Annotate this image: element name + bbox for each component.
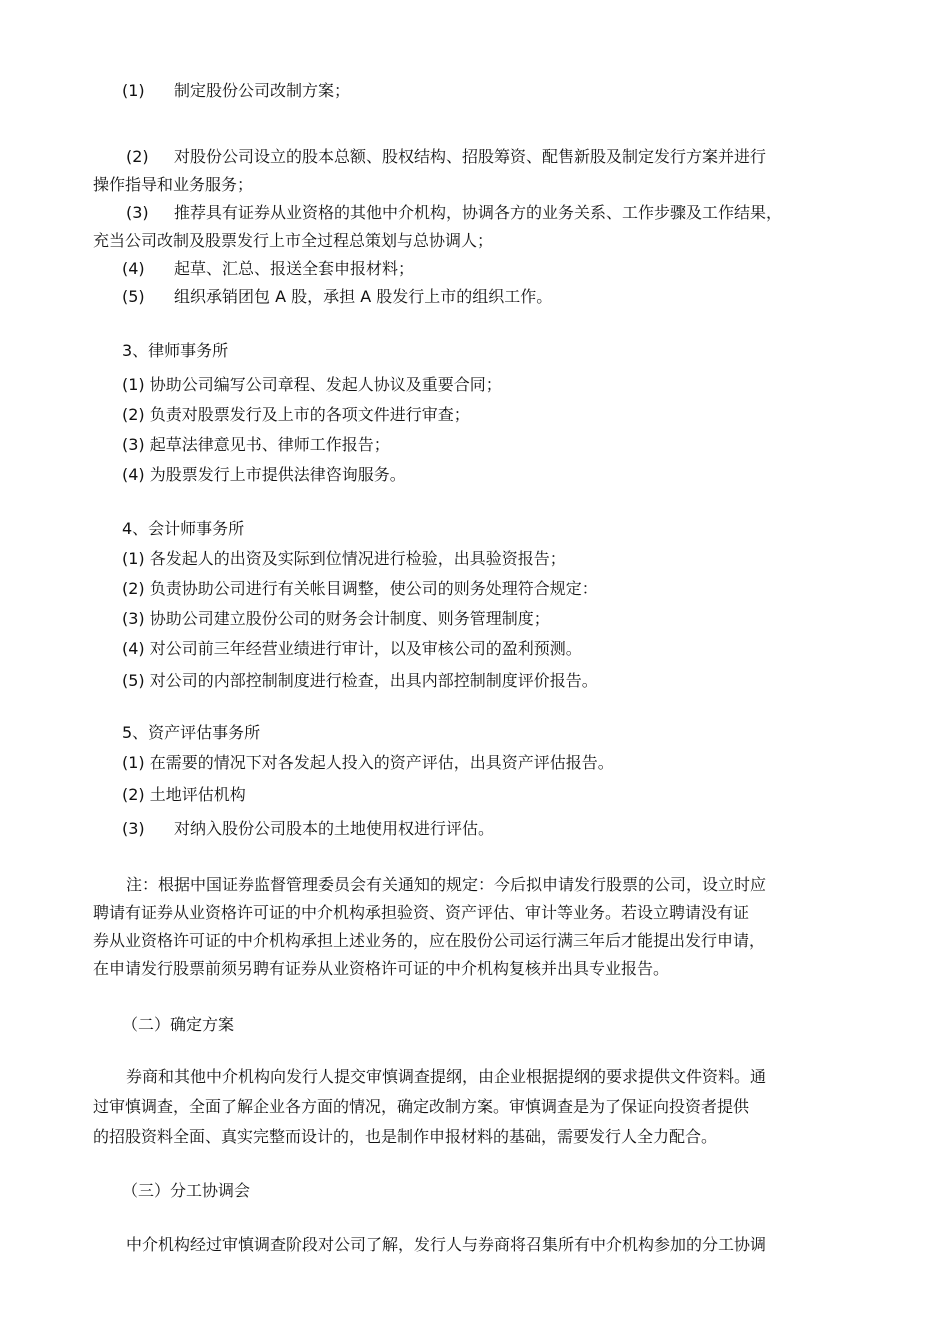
item-number: (1) xyxy=(122,81,145,100)
section-2-line-1: 券商和其他中介机构向发行人提交审慎调查提纲，由企业根据提纲的要求提供文件资料。通 xyxy=(126,1067,767,1086)
note-line-1: 注：根据中国证券监督管理委员会有关通知的规定：今后拟申请发行股票的公司，设立时应 xyxy=(126,875,767,894)
law-firm-item-2: (2) 负责对股票发行及上市的各项文件进行审查； xyxy=(122,405,470,424)
broker-duty-3 xyxy=(126,202,782,224)
section-2-line-2: 过审慎调查，全面了解企业各方面的情况，确定改制方案。审慎调查是为了保证向投资者提供 xyxy=(93,1097,750,1116)
section-2-heading: （二）确定方案 xyxy=(122,1015,235,1034)
item-text: 起草、汇总、报送全套申报材料； xyxy=(174,259,415,278)
item-text: 对纳入股份公司股本的土地使用权进行评估。 xyxy=(174,819,495,838)
broker-duty-4 xyxy=(122,258,414,280)
section-2-line-3: 的招股资料全面、真实完整而设计的，也是制作申报材料的基础，需要发行人全力配合。 xyxy=(93,1127,718,1146)
item-text: 推荐具有证券从业资格的其他中介机构，协调各方的业务关系、工作步骤及工作结果， xyxy=(174,203,783,222)
broker-duty-3-continued: 充当公司改制及股票发行上市全过程总策划与总协调人； xyxy=(93,231,494,250)
note-line-4: 在申请发行股票前须另聘有证券从业资格许可证的中介机构复核并出具专业报告。 xyxy=(93,959,670,978)
law-firm-item-1: (1) 协助公司编写公司章程、发起人协议及重要合同； xyxy=(122,375,502,394)
section-3-line-1: 中介机构经过审慎调查阶段对公司了解，发行人与券商将召集所有中介机构参加的分工协调 xyxy=(126,1235,767,1254)
broker-duty-5 xyxy=(122,286,552,308)
accounting-firm-item-1: (1) 各发起人的出资及实际到位情况进行检验，出具验资报告； xyxy=(122,549,566,568)
item-number: (3) xyxy=(126,203,149,222)
asset-appraisal-heading: 5、资产评估事务所 xyxy=(122,723,261,742)
asset-appraisal-item-3 xyxy=(122,818,494,840)
accounting-firm-item-3: (3) 协助公司建立股份公司的财务会计制度、则务管理制度； xyxy=(122,609,550,628)
broker-duty-2-continued: 操作指导和业务服务； xyxy=(93,175,254,194)
law-firm-item-3: (3) 起草法律意见书、律师工作报告； xyxy=(122,435,390,454)
accounting-firm-item-4: (4) 对公司前三年经营业绩进行审计，以及审核公司的盈利预测。 xyxy=(122,639,582,658)
law-firm-heading: 3、律师事务所 xyxy=(122,341,229,360)
item-text: 制定股份公司改制方案； xyxy=(174,81,351,100)
asset-appraisal-item-1: (1) 在需要的情况下对各发起人投入的资产评估，出具资产评估报告。 xyxy=(122,753,614,772)
item-number: (2) xyxy=(126,147,149,166)
accounting-firm-item-2: (2) 负责协助公司进行有关帐目调整，使公司的则务处理符合规定： xyxy=(122,579,598,598)
item-number: (4) xyxy=(122,259,145,278)
asset-appraisal-item-2: (2) 土地评估机构 xyxy=(122,785,246,804)
section-3-heading: （三）分工协调会 xyxy=(122,1181,251,1200)
note-line-3: 券从业资格许可证的中介机构承担上述业务的，应在股份公司运行满三年后才能提出发行申请， xyxy=(93,931,766,950)
item-number: (5) xyxy=(122,287,145,306)
item-text: 组织承销团包 A 股，承担 A 股发行上市的组织工作。 xyxy=(174,287,553,306)
accounting-firm-heading: 4、会计师事务所 xyxy=(122,519,245,538)
item-number: (3) xyxy=(122,819,145,838)
item-text: 对股份公司设立的股本总额、股权结构、招股筹资、配售新股及制定发行方案并进行 xyxy=(174,147,767,166)
broker-duty-2 xyxy=(126,146,766,168)
broker-duty-1 xyxy=(122,80,350,102)
note-line-2: 聘请有证券从业资格许可证的中介机构承担验资、资产评估、审计等业务。若设立聘请没有证 xyxy=(93,903,750,922)
law-firm-item-4: (4) 为股票发行上市提供法律咨询服务。 xyxy=(122,465,406,484)
accounting-firm-item-5: (5) 对公司的内部控制制度进行检查，出具内部控制制度评价报告。 xyxy=(122,671,598,690)
